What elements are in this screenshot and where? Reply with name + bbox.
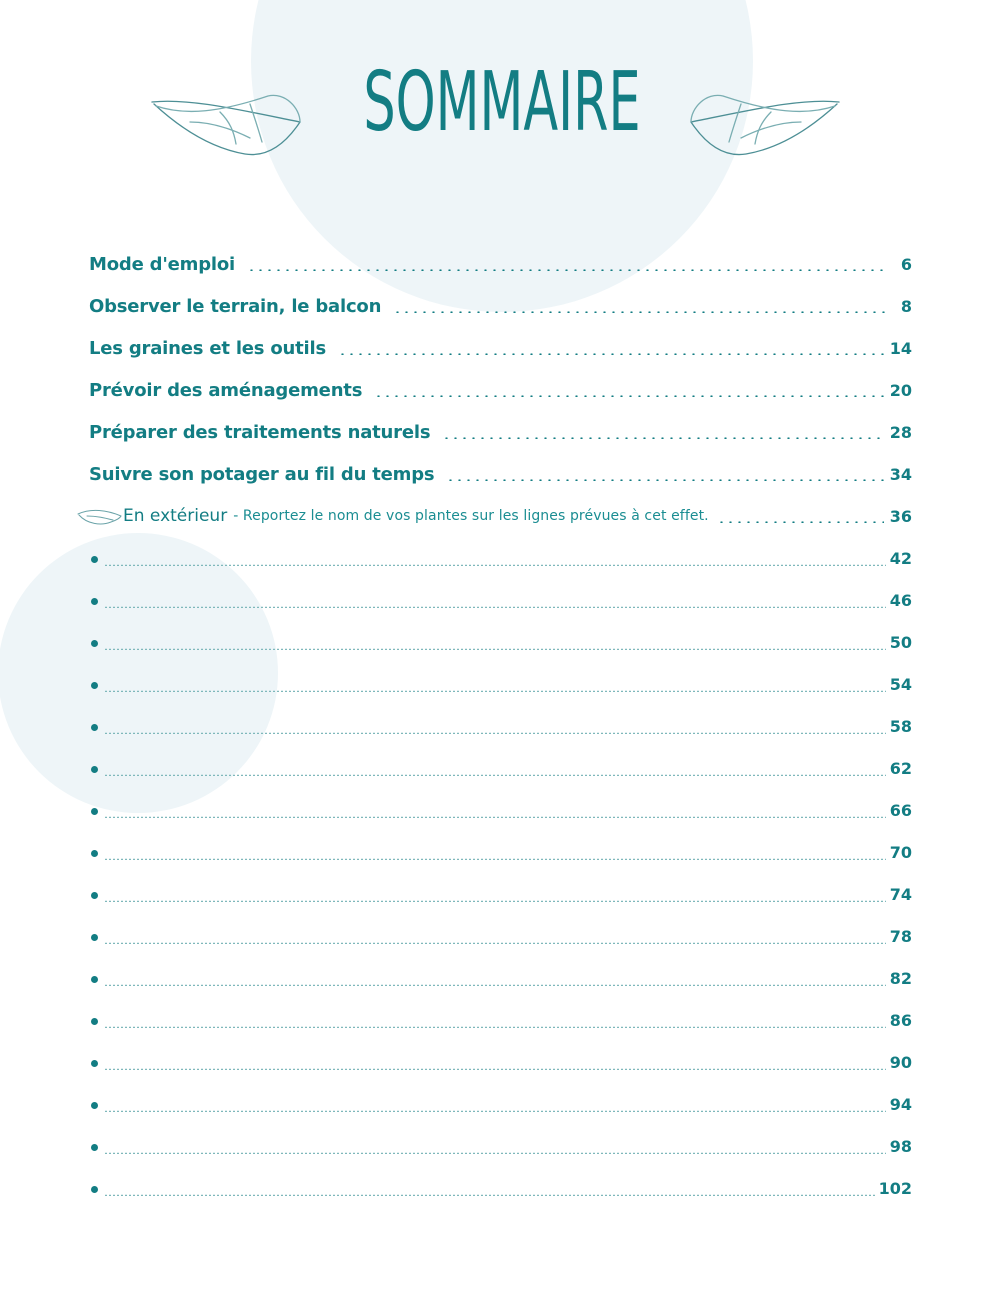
dot-leader bbox=[442, 437, 883, 439]
toc-entry-page: 90 bbox=[889, 1052, 912, 1072]
toc-entry-page: 28 bbox=[889, 422, 912, 442]
toc-entry-label: Mode d'emploi bbox=[89, 253, 235, 275]
write-in-line[interactable] bbox=[104, 900, 886, 902]
blank-entry-line[interactable] bbox=[89, 663, 912, 705]
table-of-contents bbox=[89, 243, 912, 1209]
toc-entry-page: 50 bbox=[889, 632, 912, 652]
bullet-icon bbox=[91, 850, 98, 857]
bullet-icon bbox=[91, 766, 98, 773]
blank-entry-line[interactable] bbox=[89, 831, 912, 873]
write-in-line[interactable] bbox=[104, 648, 886, 650]
bullet-icon bbox=[91, 1144, 98, 1151]
toc-entry-page: 74 bbox=[889, 884, 912, 904]
toc-entry-page: 36 bbox=[889, 506, 912, 526]
blank-entry-line[interactable] bbox=[89, 915, 912, 957]
write-in-line[interactable] bbox=[104, 1110, 886, 1112]
toc-entry[interactable] bbox=[89, 327, 912, 369]
toc-entry[interactable] bbox=[89, 243, 912, 285]
write-in-line[interactable] bbox=[104, 690, 886, 692]
toc-entry[interactable] bbox=[89, 411, 912, 453]
blank-entry-line[interactable] bbox=[89, 579, 912, 621]
blank-entry-line[interactable] bbox=[89, 537, 912, 579]
toc-subsection[interactable] bbox=[89, 495, 912, 537]
blank-entry-line[interactable] bbox=[89, 1041, 912, 1083]
toc-entry-label: Prévoir des aménagements bbox=[89, 379, 363, 401]
toc-entry-label: Observer le terrain, le balcon bbox=[89, 295, 382, 317]
write-in-line[interactable] bbox=[104, 858, 886, 860]
bullet-icon bbox=[91, 1102, 98, 1109]
toc-entry-page: 46 bbox=[889, 590, 912, 610]
toc-entry-label: Les graines et les outils bbox=[89, 337, 327, 359]
bullet-icon bbox=[91, 808, 98, 815]
toc-entry-page: 94 bbox=[889, 1094, 912, 1114]
bullet-icon bbox=[91, 682, 98, 689]
toc-subsection-label: En extérieur bbox=[123, 506, 228, 526]
toc-entry-page: 86 bbox=[889, 1010, 912, 1030]
toc-entry-page: 54 bbox=[889, 674, 912, 694]
toc-entry-page: 78 bbox=[889, 926, 912, 946]
dot-leader bbox=[338, 353, 884, 355]
write-in-line[interactable] bbox=[104, 942, 886, 944]
bullet-icon bbox=[91, 598, 98, 605]
bullet-icon bbox=[91, 1186, 98, 1193]
toc-entry-page: 8 bbox=[900, 296, 912, 316]
blank-entry-line[interactable] bbox=[89, 789, 912, 831]
toc-entry-page: 6 bbox=[900, 254, 912, 274]
bullet-icon bbox=[91, 976, 98, 983]
dot-leader bbox=[393, 311, 886, 313]
bullet-icon bbox=[91, 934, 98, 941]
write-in-line[interactable] bbox=[104, 816, 886, 818]
toc-entry-page: 42 bbox=[889, 548, 912, 568]
dot-leader bbox=[446, 479, 883, 481]
blank-entry-line[interactable] bbox=[89, 873, 912, 915]
toc-entry[interactable] bbox=[89, 453, 912, 495]
page-title: SOMMAIRE bbox=[363, 55, 641, 150]
write-in-line[interactable] bbox=[104, 564, 886, 566]
blank-entry-line[interactable] bbox=[89, 705, 912, 747]
write-in-line[interactable] bbox=[104, 984, 886, 986]
toc-entry-page: 102 bbox=[878, 1178, 912, 1198]
blank-entry-line[interactable] bbox=[89, 957, 912, 999]
blank-entry-line[interactable] bbox=[89, 1167, 912, 1209]
dot-leader bbox=[247, 269, 886, 271]
toc-entry[interactable] bbox=[89, 285, 912, 327]
toc-entry-label: Suivre son potager au fil du temps bbox=[89, 463, 435, 485]
toc-entry-page: 98 bbox=[889, 1136, 912, 1156]
toc-entry-page: 20 bbox=[889, 380, 912, 400]
write-in-line[interactable] bbox=[104, 1026, 886, 1028]
toc-entry[interactable] bbox=[89, 369, 912, 411]
bullet-icon bbox=[91, 640, 98, 647]
write-in-line[interactable] bbox=[104, 732, 886, 734]
blank-entry-line[interactable] bbox=[89, 1125, 912, 1167]
dot-leader bbox=[374, 395, 884, 397]
bullet-icon bbox=[91, 724, 98, 731]
toc-entry-page: 14 bbox=[889, 338, 912, 358]
toc-entry-page: 70 bbox=[889, 842, 912, 862]
leaf-icon bbox=[77, 504, 123, 528]
toc-subsection-note: - Reportez le nom de vos plantes sur les lignes prévues à cet effet. bbox=[233, 508, 709, 524]
blank-entry-line[interactable] bbox=[89, 621, 912, 663]
write-in-line[interactable] bbox=[104, 774, 886, 776]
bullet-icon bbox=[91, 892, 98, 899]
toc-entry-label: Préparer des traitements naturels bbox=[89, 421, 431, 443]
bullet-icon bbox=[91, 1018, 98, 1025]
bullet-icon bbox=[91, 556, 98, 563]
toc-entry-page: 66 bbox=[889, 800, 912, 820]
blank-entry-line[interactable] bbox=[89, 999, 912, 1041]
blank-entry-line[interactable] bbox=[89, 747, 912, 789]
write-in-line[interactable] bbox=[104, 606, 886, 608]
write-in-line[interactable] bbox=[104, 1068, 886, 1070]
write-in-line[interactable] bbox=[104, 1194, 875, 1196]
toc-entry-page: 62 bbox=[889, 758, 912, 778]
dot-leader bbox=[717, 521, 884, 523]
toc-entry-page: 58 bbox=[889, 716, 912, 736]
write-in-line[interactable] bbox=[104, 1152, 886, 1154]
toc-entry-page: 82 bbox=[889, 968, 912, 988]
bullet-icon bbox=[91, 1060, 98, 1067]
toc-entry-page: 34 bbox=[889, 464, 912, 484]
blank-entry-line[interactable] bbox=[89, 1083, 912, 1125]
